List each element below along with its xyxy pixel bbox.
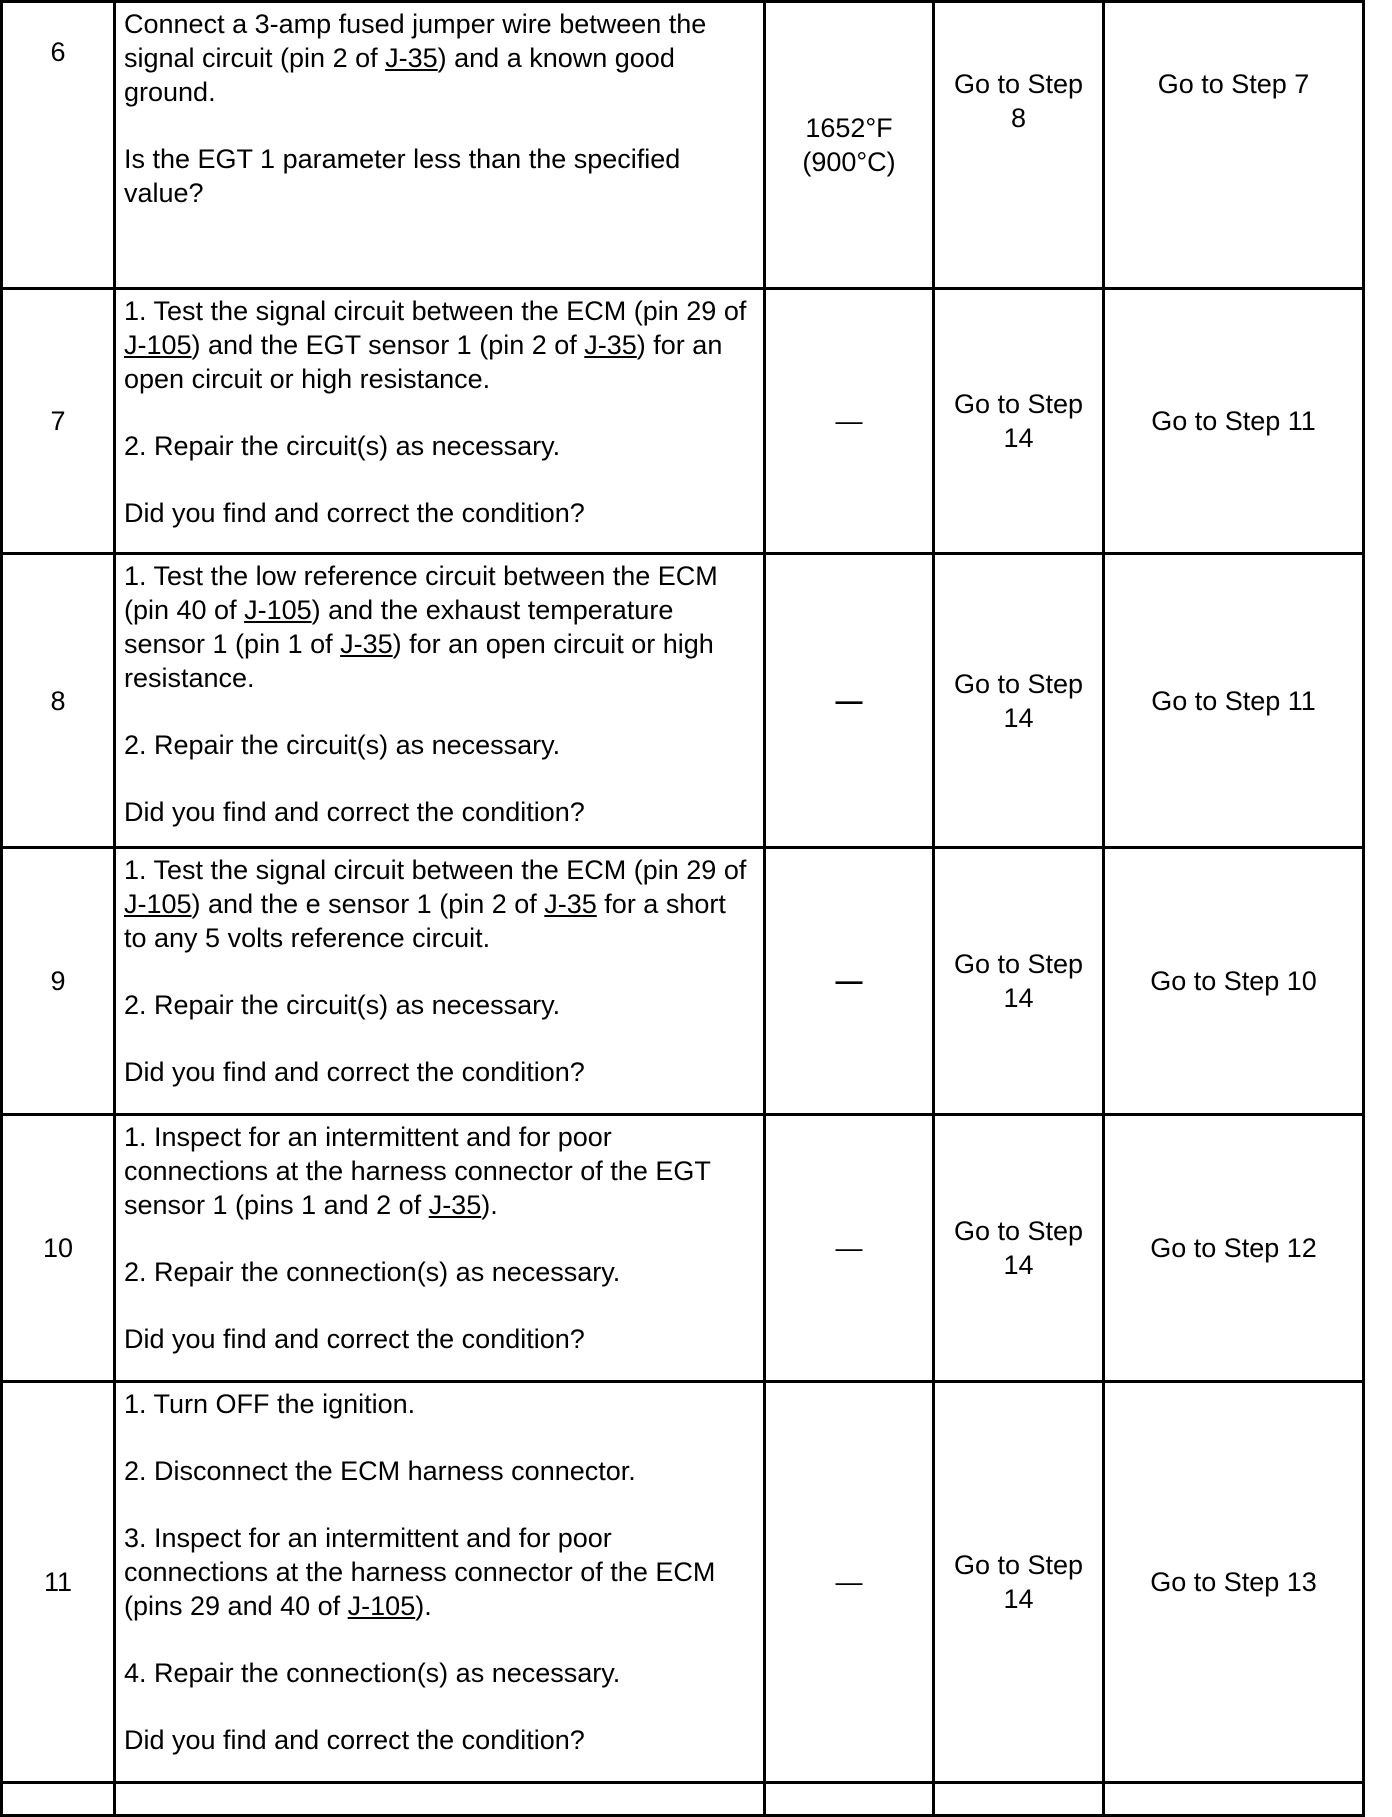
question-text: Did you find and correct the condition? xyxy=(124,1057,585,1087)
table-row xyxy=(2,554,1364,848)
connector-link[interactable]: J-105 xyxy=(124,889,192,919)
specified-value: — xyxy=(765,289,934,554)
yes-action: Go to Step 14 xyxy=(934,1382,1104,1783)
table-row xyxy=(2,848,1364,1115)
step-number: 8 xyxy=(2,554,115,848)
step-number: 7 xyxy=(2,289,115,554)
yes-action: Go to Step 8 xyxy=(934,2,1104,289)
table-row xyxy=(2,1115,1364,1382)
question-text: Is the EGT 1 parameter less than the specified value? xyxy=(124,144,681,208)
connector-link[interactable]: J-105 xyxy=(124,330,192,360)
cell-empty xyxy=(1104,1783,1364,1816)
no-action: Go to Step 12 xyxy=(1104,1115,1364,1382)
specified-value: — xyxy=(765,554,934,848)
table-row xyxy=(2,1382,1364,1783)
cell-empty xyxy=(2,1783,115,1816)
yes-action: Go to Step 14 xyxy=(934,1115,1104,1382)
no-action: Go to Step 10 xyxy=(1104,848,1364,1115)
no-action: Go to Step 11 xyxy=(1104,289,1364,554)
no-action: Go to Step 13 xyxy=(1104,1382,1364,1783)
cell-empty xyxy=(765,1783,934,1816)
connector-link[interactable]: J-35 xyxy=(340,629,393,659)
action-cell xyxy=(115,554,765,848)
instruction-text: Connect a 3-amp fused jumper wire between the signal circuit (pin 2 of J-35) and a known good ground. xyxy=(124,9,707,107)
instruction-text: 2. Disconnect the ECM harness connector. xyxy=(124,1456,636,1486)
table-row-partial xyxy=(2,1783,1364,1816)
specified-value: — xyxy=(765,1382,934,1783)
no-action: Go to Step 7 xyxy=(1104,2,1364,289)
connector-link[interactable]: J-35 xyxy=(428,1190,482,1220)
instruction-text: 3. Inspect for an intermittent and for poor connections at the harness connector of the ECM (pins 29 and 40 of J-105). xyxy=(124,1523,716,1621)
question-text: Did you find and correct the condition? xyxy=(124,797,585,827)
instruction-text: 1. Test the signal circuit between the ECM (pin 29 of J-105) and the e sensor 1 (pin 2 of J-35 for a short to any 5 volts reference circuit. xyxy=(124,855,747,953)
instruction-text: 2. Repair the circuit(s) as necessary. xyxy=(124,990,561,1020)
table-row xyxy=(2,289,1364,554)
connector-link[interactable]: J-105 xyxy=(347,1591,416,1621)
step-number: 9 xyxy=(2,848,115,1115)
instruction-text: 2. Repair the connection(s) as necessary. xyxy=(124,1257,621,1287)
instruction-text: 1. Test the low reference circuit between the ECM (pin 40 of J-105) and the exhaust temperature sensor 1 (pin 1 of J-35) for an open circuit or high resistance. xyxy=(124,561,718,693)
action-cell xyxy=(115,1382,765,1783)
question-text: Did you find and correct the condition? xyxy=(124,1725,585,1755)
connector-link[interactable]: J-35 xyxy=(544,889,597,919)
question-text: Did you find and correct the condition? xyxy=(124,498,585,528)
connector-link[interactable]: J-105 xyxy=(244,595,312,625)
instruction-text: 1. Turn OFF the ignition. xyxy=(124,1389,416,1419)
step-number: 11 xyxy=(2,1382,115,1783)
action-cell xyxy=(115,848,765,1115)
yes-action: Go to Step 14 xyxy=(934,554,1104,848)
step-number: 10 xyxy=(2,1115,115,1382)
question-text: Did you find and correct the condition? xyxy=(124,1324,585,1354)
instruction-text: 2. Repair the circuit(s) as necessary. xyxy=(124,730,561,760)
instruction-text: 2. Repair the circuit(s) as necessary. xyxy=(124,431,561,461)
cell-empty xyxy=(115,1783,765,1816)
action-cell xyxy=(115,1115,765,1382)
cell-empty xyxy=(934,1783,1104,1816)
instruction-text: 4. Repair the connection(s) as necessary. xyxy=(124,1658,621,1688)
action-cell xyxy=(115,2,765,289)
instruction-text: 1. Inspect for an intermittent and for poor connections at the harness connector of the EGT sensor 1 (pins 1 and 2 of J-35). xyxy=(124,1122,711,1220)
action-cell xyxy=(115,289,765,554)
instruction-text: 1. Test the signal circuit between the ECM (pin 29 of J-105) and the EGT sensor 1 (pin 2 of J-35) for an open circuit or high resistance. xyxy=(124,296,747,394)
yes-action: Go to Step 14 xyxy=(934,848,1104,1115)
connector-link[interactable]: J-35 xyxy=(385,43,438,73)
table-row xyxy=(2,2,1364,289)
no-action: Go to Step 11 xyxy=(1104,554,1364,848)
specified-value: — xyxy=(765,848,934,1115)
specified-value: 1652°F (900°C) xyxy=(765,2,934,289)
step-number: 6 xyxy=(2,2,115,289)
connector-link[interactable]: J-35 xyxy=(584,330,637,360)
yes-action: Go to Step 14 xyxy=(934,289,1104,554)
specified-value: — xyxy=(765,1115,934,1382)
